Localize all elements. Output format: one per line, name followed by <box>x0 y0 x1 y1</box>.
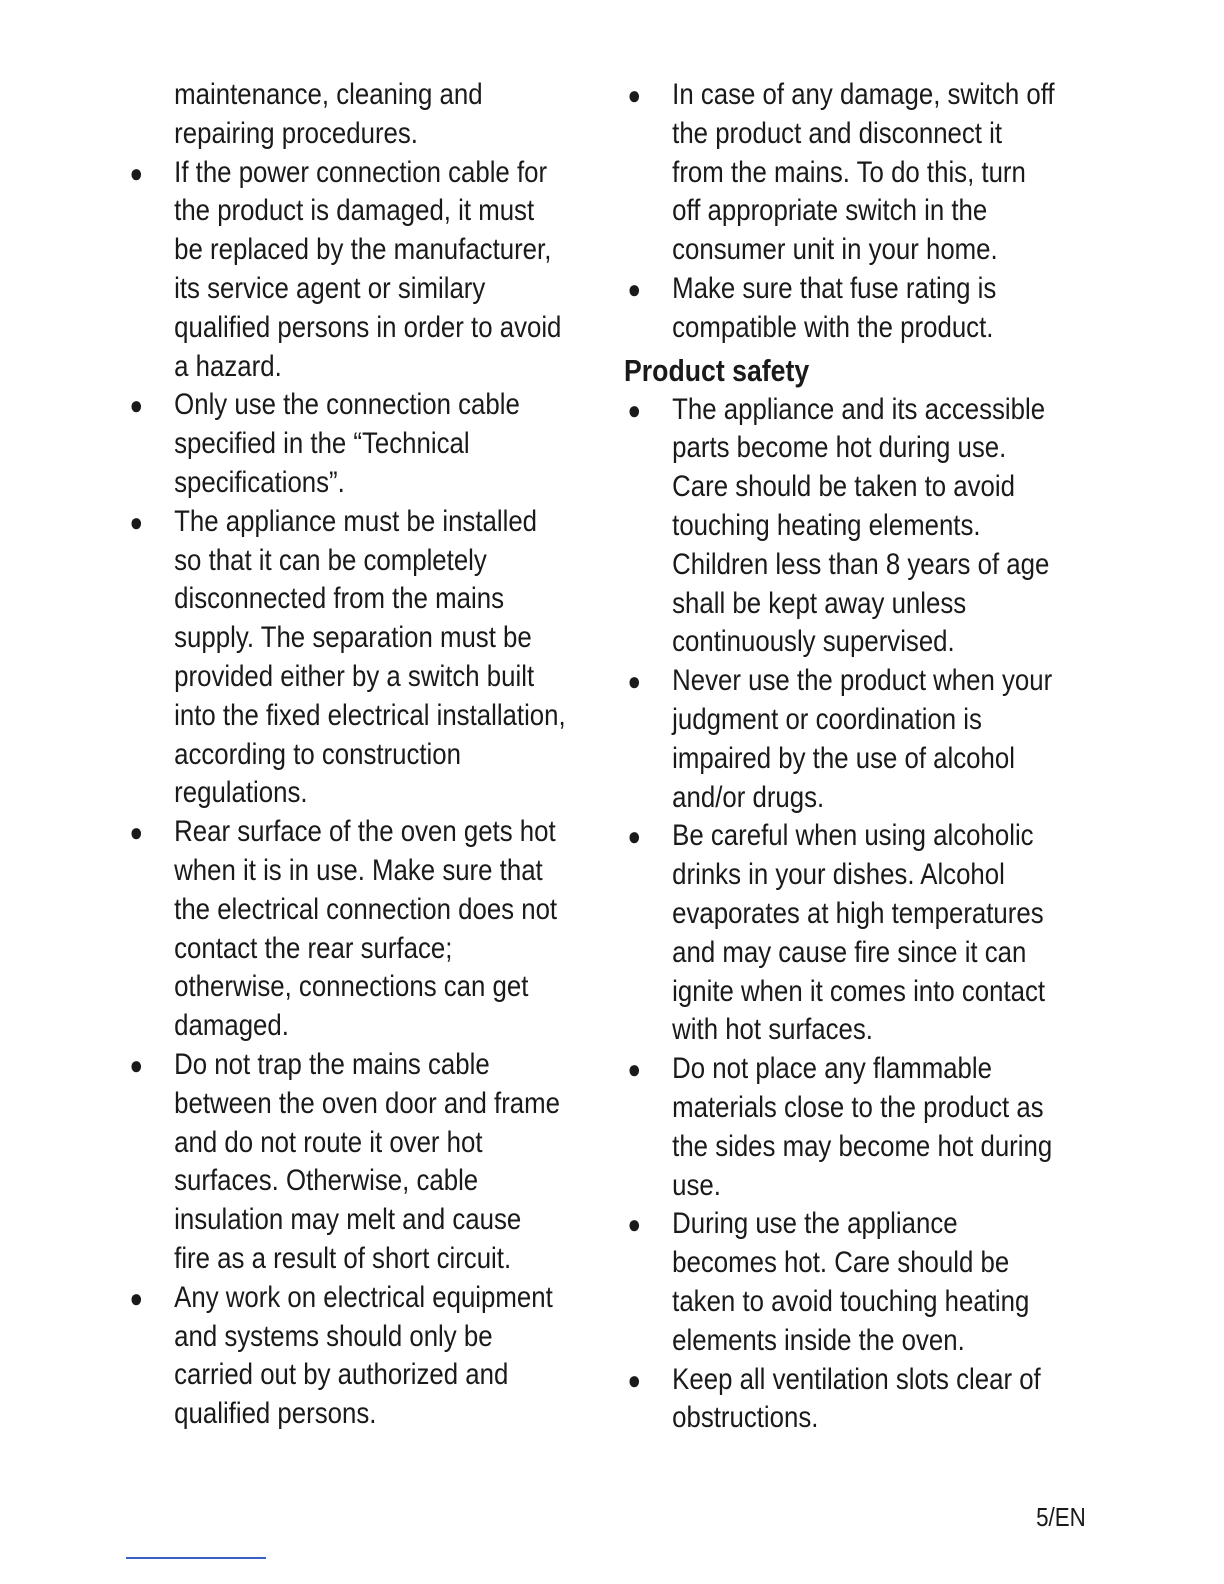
list-item: ● Only use the connection cable specified in the “Technical specifications”. <box>129 388 520 499</box>
list-item: ● Never use the product when your judgment or coordination is impaired by the use of alcohol and/or drugs. <box>627 664 1053 814</box>
bullet-icon: ● <box>129 1282 143 1313</box>
list-item: ● Make sure that fuse rating is compatible with the product. <box>627 271 997 344</box>
bullet-icon: ● <box>129 390 143 421</box>
bullet-icon: ● <box>627 273 641 304</box>
bullet-icon: ● <box>627 1364 641 1395</box>
bullet-icon: ● <box>129 157 143 188</box>
bullet-icon: ● <box>129 1049 143 1080</box>
footer-rule <box>126 1557 266 1559</box>
list-item: ● Keep all ventilation slots clear of obstructions. <box>627 1362 1041 1435</box>
section-heading-product-safety: Product safety <box>624 352 810 388</box>
list-item: ● Do not place any flammable materials close to the product as the sides may become hot during use. <box>627 1052 1053 1202</box>
list-item: ● Do not trap the mains cable between the oven door and frame and do not route it over hot surfaces. Otherwise, cable insulation may melt and cause fire as a result of short circuit. <box>129 1047 560 1275</box>
bullet-icon: ● <box>627 821 641 852</box>
left-column <box>126 76 597 1434</box>
right-column <box>624 76 1093 1438</box>
list-item-continuation: maintenance, cleaning and repairing procedures. <box>174 78 483 150</box>
bullet-icon: ● <box>627 80 641 110</box>
list-item: ● Be careful when using alcoholic drinks in your dishes. Alcohol evaporates at high temperatures and may cause fire since it can ignite when it comes into contact with hot surfaces. <box>627 819 1046 1047</box>
list-item: ● Rear surface of the oven gets hot when it is in use. Make sure that the electrical connection does not contact the rear surface; otherwise, connections can get damaged. <box>129 815 558 1043</box>
list-item: ● The appliance must be installed so that it can be completely disconnected from the mains supply. The separation must be provided either by a switch built into the fixed electrical installation, according to construction regulations. <box>129 504 566 810</box>
bullet-icon: ● <box>627 666 641 697</box>
bullet-icon: ● <box>129 817 143 848</box>
page-number: 5/EN <box>1036 1502 1086 1532</box>
list-item: ● Any work on electrical equipment and systems should only be carried out by authorized and qualified persons. <box>129 1280 553 1431</box>
list-item: ● The appliance and its accessible parts become hot during use. Care should be taken to avoid touching heating elements. Children less than 8 years of age shall be kept away unless continuously supervised. <box>627 392 1050 659</box>
list-item: ● If the power connection cable for the product is damaged, it must be replaced by the manufacturer, its service agent or similary qualified persons in order to avoid a hazard. <box>129 155 562 383</box>
bullet-icon: ● <box>627 1054 641 1085</box>
bullet-icon: ● <box>627 394 641 425</box>
bullet-icon: ● <box>129 506 143 537</box>
bullet-icon: ● <box>627 1209 641 1240</box>
list-item: ● During use the appliance becomes hot. Care should be taken to avoid touching heating elements inside the oven. <box>627 1207 1030 1357</box>
list-item: ● In case of any damage, switch off the product and disconnect it from the mains. To do this, turn off appropriate switch in the consumer unit in your home. <box>627 78 1055 267</box>
